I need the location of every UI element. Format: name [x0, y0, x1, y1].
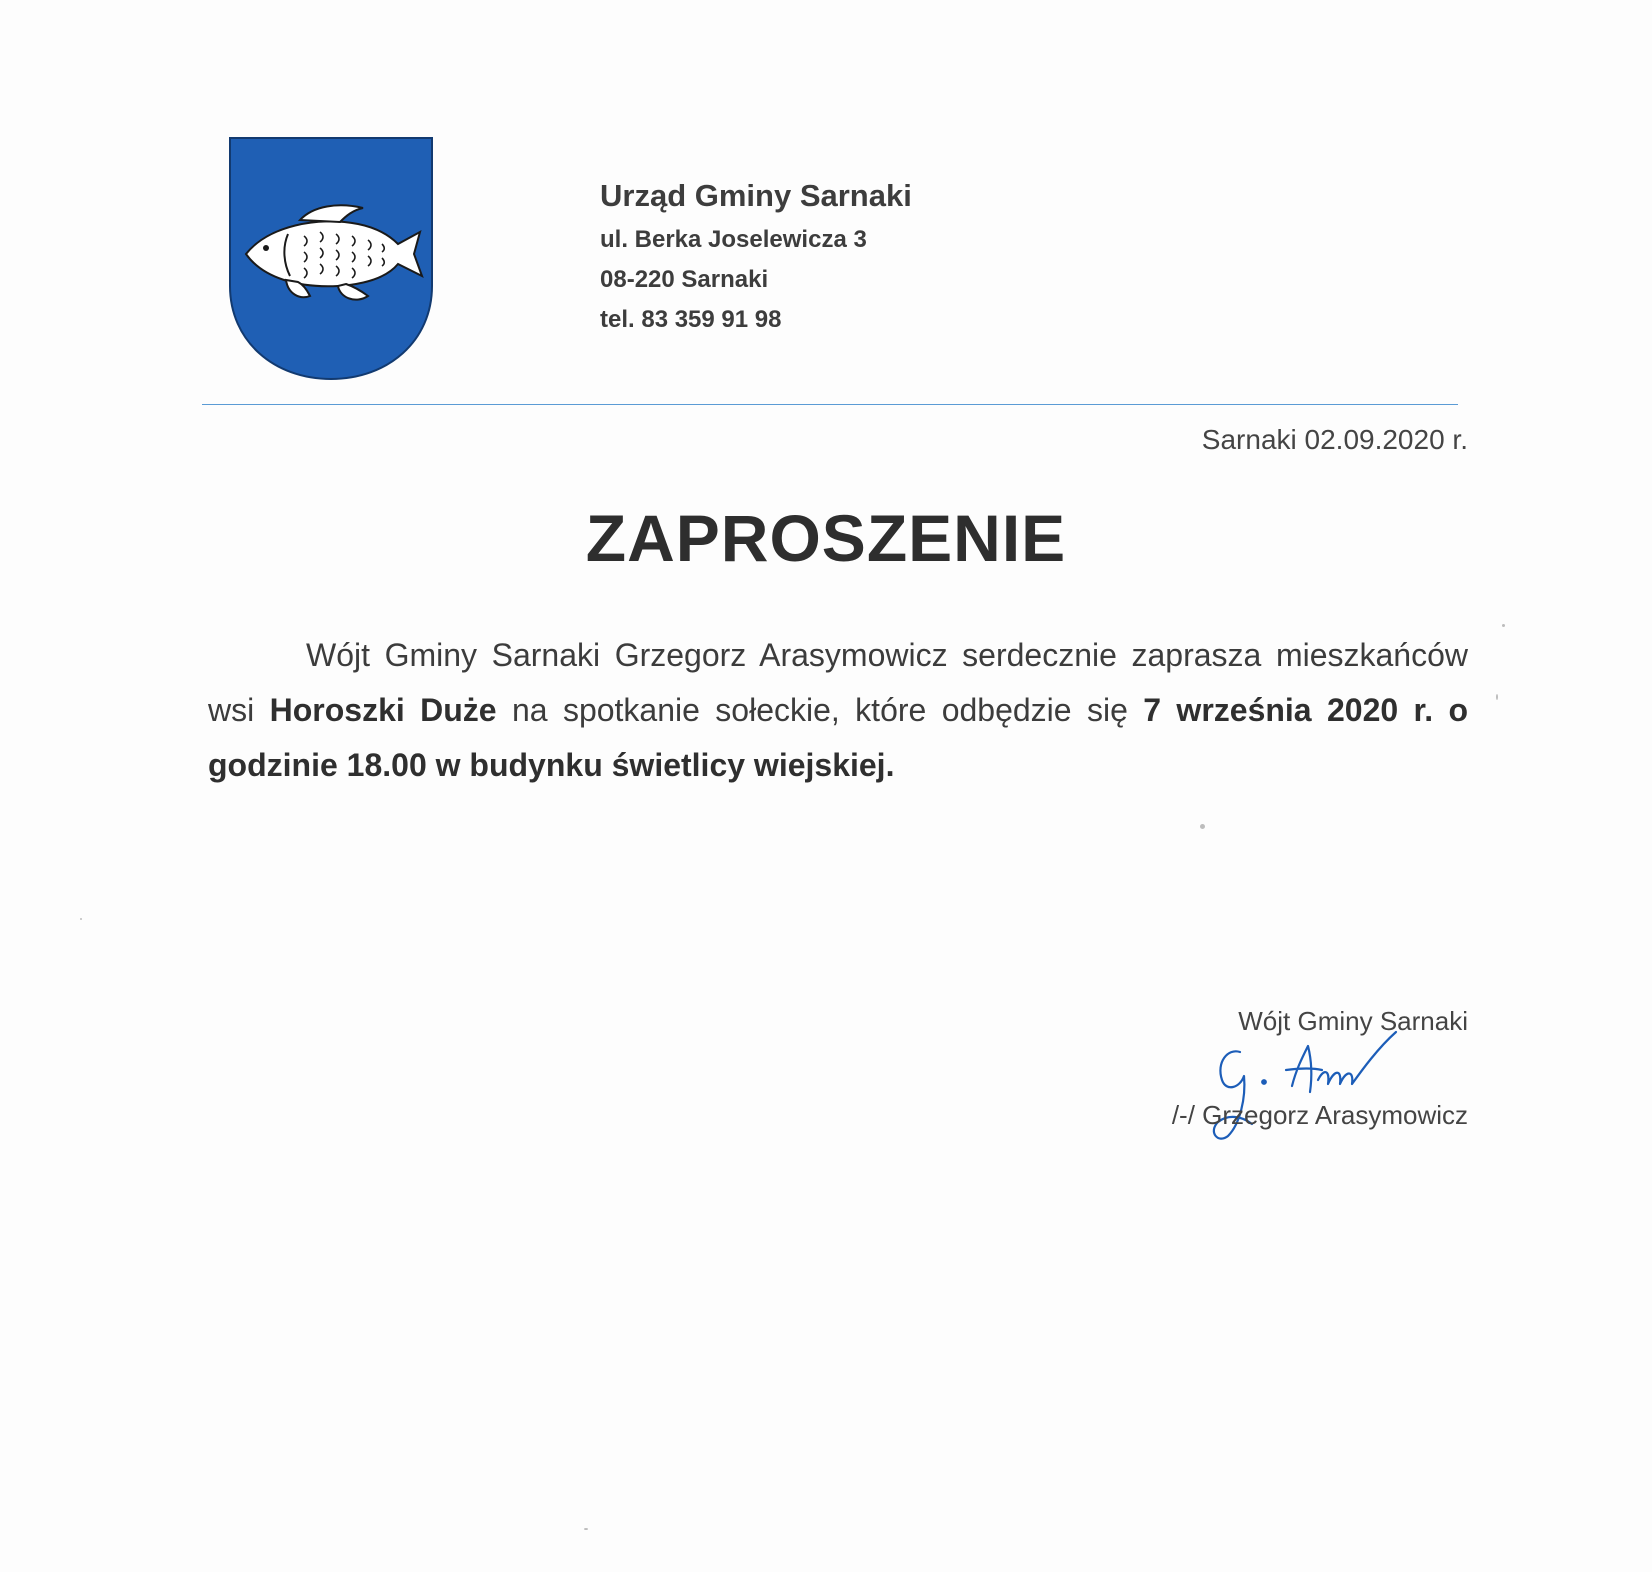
- signatory-name: /-/ Grzegorz Arasymowicz: [1171, 1100, 1468, 1130]
- street-address: ul. Berka Joselewicza 3: [600, 226, 867, 253]
- scan-speck: [1200, 824, 1205, 829]
- scan-speck: [584, 1528, 588, 1530]
- scan-speck: [1502, 624, 1505, 627]
- scan-speck: [80, 918, 82, 920]
- signatory-title: Wójt Gminy Sarnaki: [1238, 1006, 1468, 1036]
- place-and-date: Sarnaki 02.09.2020 r.: [1201, 424, 1468, 455]
- invitation-body: [208, 628, 1468, 793]
- meeting-details: 7 września 2020 r. o godzinie 18.00 w budynku świetlicy wiejskiej.: [208, 692, 1469, 783]
- letterhead: [600, 172, 912, 340]
- org-name: Urząd Gminy Sarnaki: [600, 178, 912, 213]
- phone-number: tel. 83 359 91 98: [600, 306, 782, 333]
- scan-speck: [1496, 694, 1498, 700]
- document-title: ZAPROSZENIE: [585, 501, 1067, 575]
- postal-city: 08-220 Sarnaki: [600, 266, 769, 293]
- fish-coat-of-arms-icon: [228, 136, 434, 381]
- body-part-2: na spotkanie sołeckie, które odbędzie się: [496, 692, 1144, 728]
- body-part-1: Wójt Gminy Sarnaki Grzegorz Arasymowicz serdecznie zaprasza mieszkańców wsi: [208, 637, 1468, 728]
- header-divider: [202, 404, 1458, 405]
- village-name: Horoszki Duże: [269, 692, 497, 728]
